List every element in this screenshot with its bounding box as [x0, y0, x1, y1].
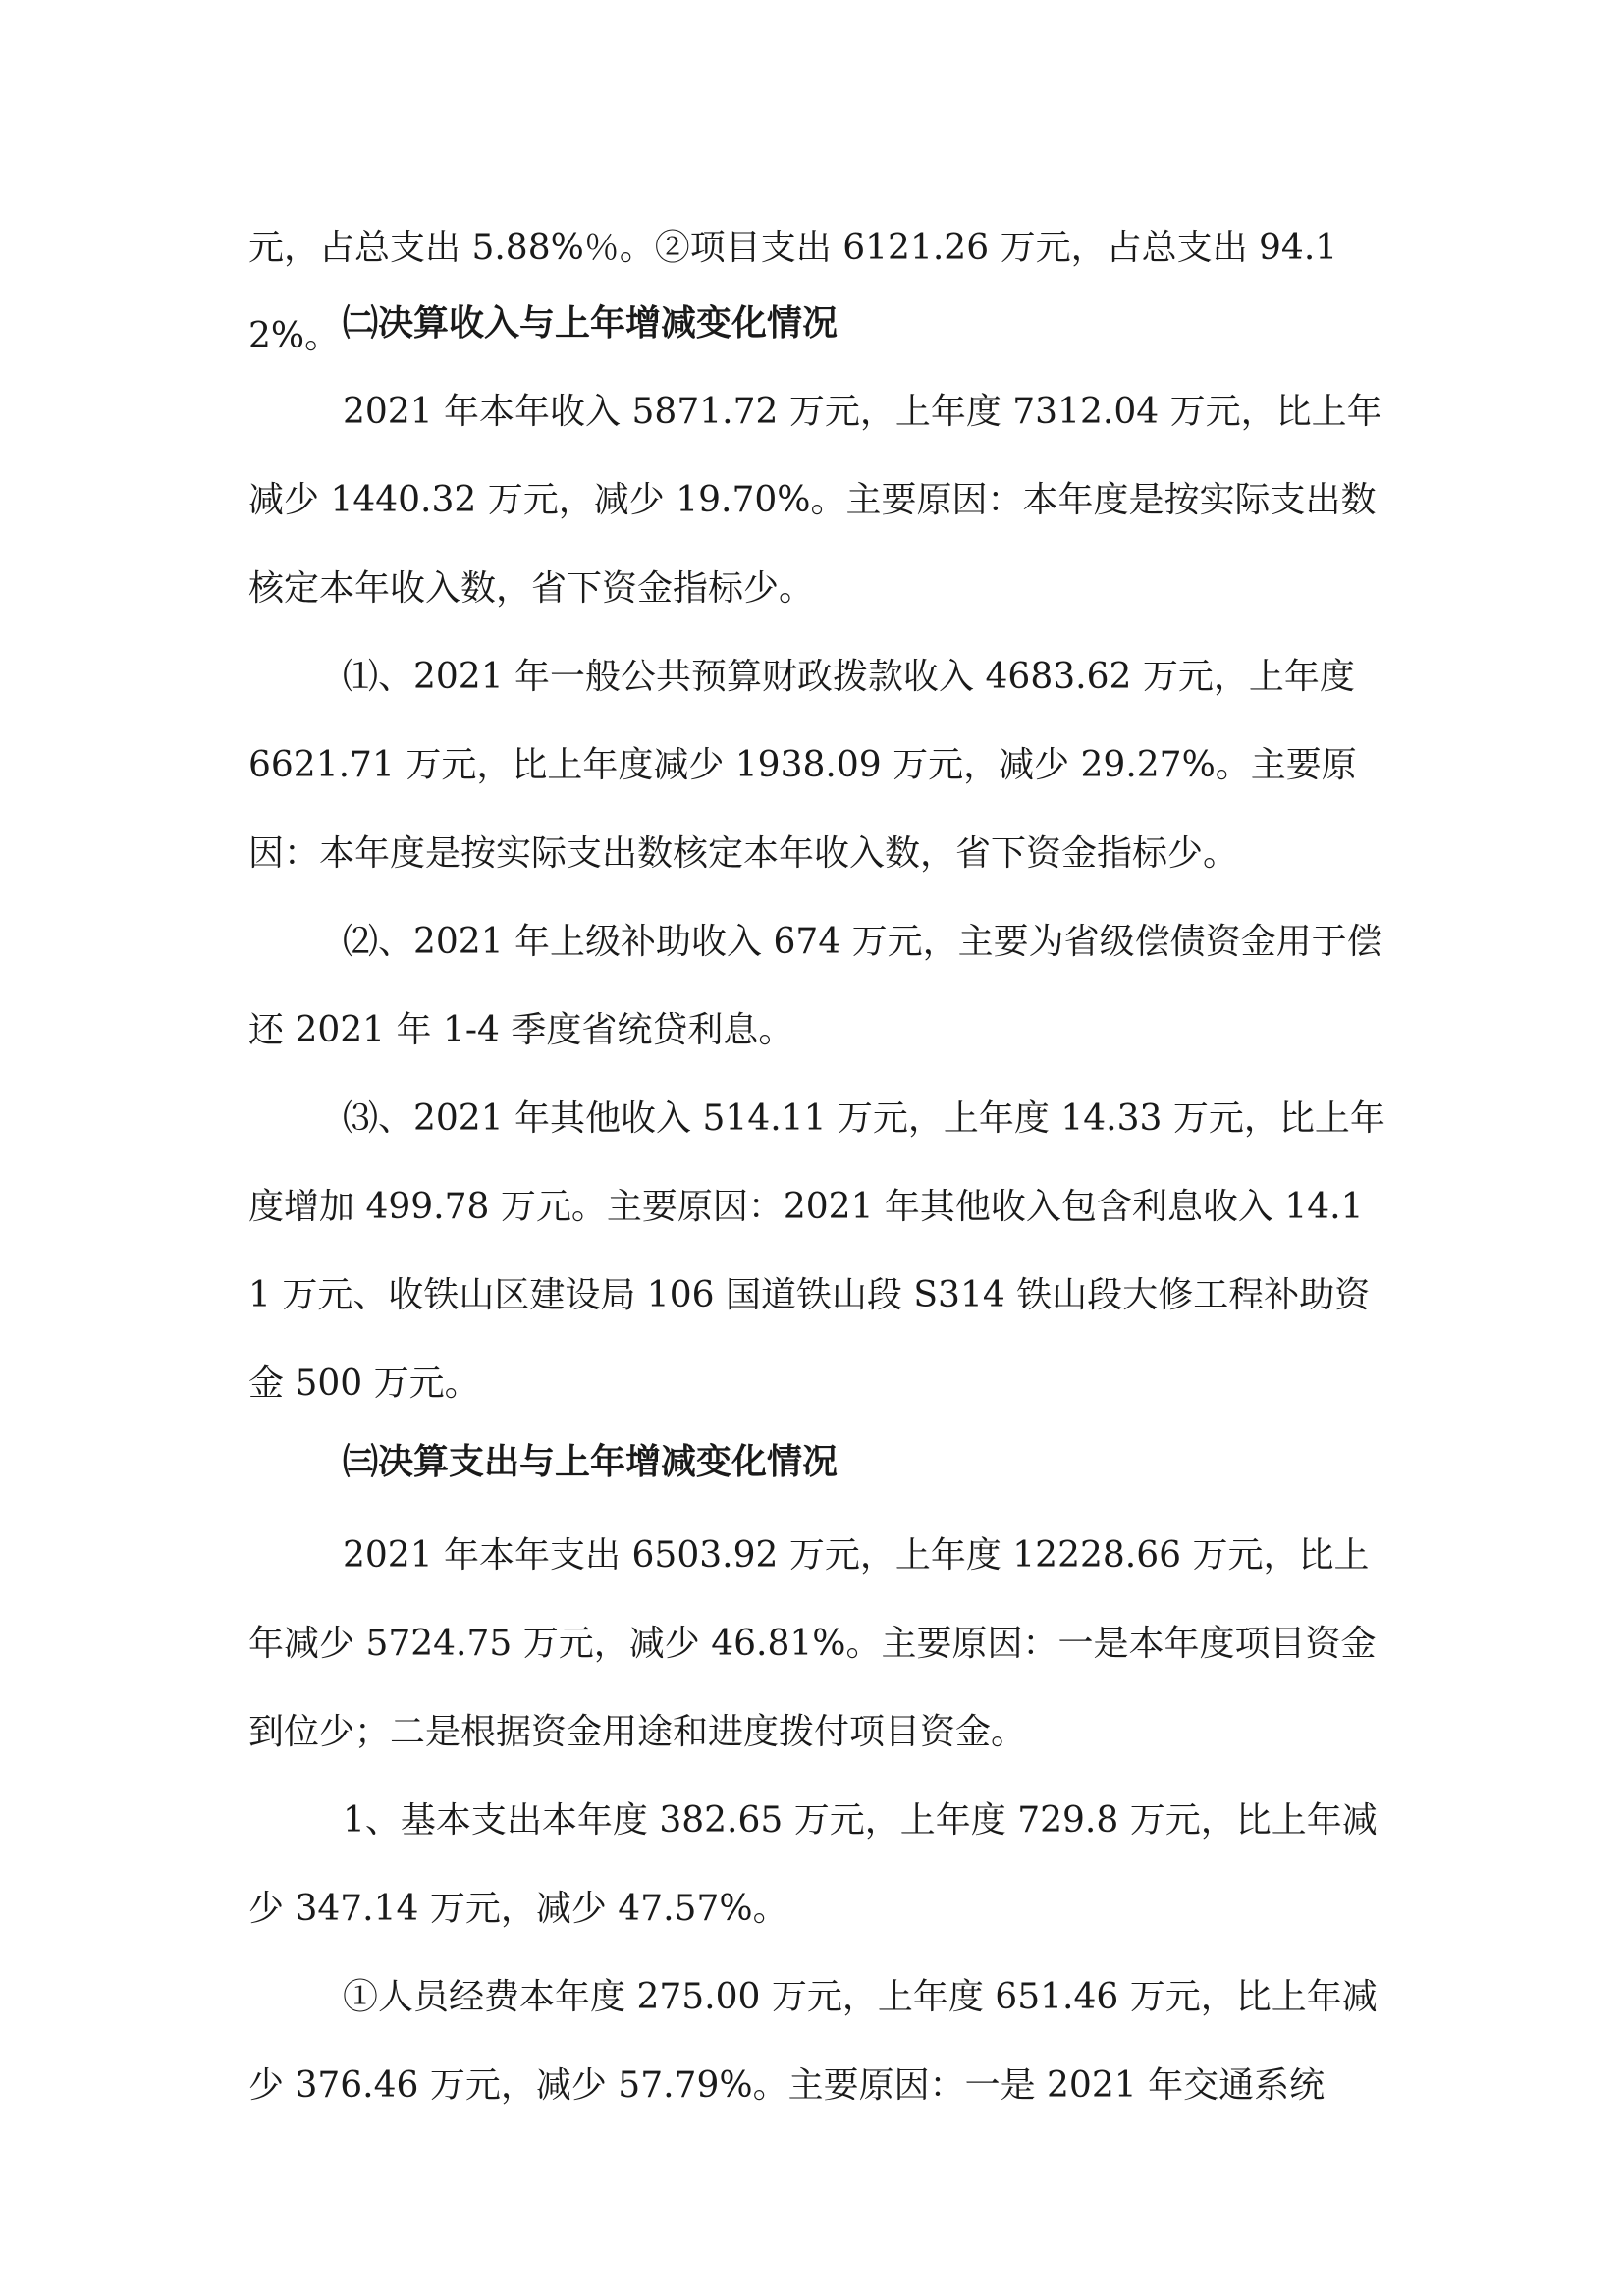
paragraph-expense-share-continuation: 元，占总支出 5.88%％。②项目支出 6121.26 万元，占总支出 94.12%。 — [248, 228, 1338, 356]
paragraph-expense-personnel: ①人员经费本年度 275.00 万元，上年度 651.46 万元，比上年减少 376.46 万元，减少 57.79%。主要原因：一是 2021 年交通系统 — [248, 1977, 1378, 2106]
heading-income-change: ㈡决算收入与上年增减变化情况 — [343, 303, 839, 344]
paragraph-income-total: 2021 年本年收入 5871.72 万元，上年度 7312.04 万元，比上年减少 1440.32 万元，减少 19.70%。主要原因：本年度是按实际支出数核定本年收入数，省下资金指标少。 — [248, 392, 1382, 609]
paragraph-income-general-budget: ⑴、2021 年一般公共预算财政拨款收入 4683.62 万元，上年度 6621.71 万元，比上年度减少 1938.09 万元，减少 29.27%。主要原因：本年度是按实际支出数核定本年收入数，省下资金指标少。 — [248, 657, 1357, 874]
paragraph-income-superior-subsidy: ⑵、2021 年上级补助收入 674 万元，主要为省级偿债资金用于偿还 2021 年 1-4 季度省统贷利息。 — [248, 922, 1382, 1050]
paragraph-expense-total: 2021 年本年支出 6503.92 万元，上年度 12228.66 万元，比上年减少 5724.75 万元，减少 46.81%。主要原因：一是本年度项目资金到位少；二是根据资金用途和进度拨付项目资金。 — [248, 1535, 1377, 1752]
paragraph-expense-basic: 1、基本支出本年度 382.65 万元，上年度 729.8 万元，比上年减少 347.14 万元，减少 47.57%。 — [248, 1800, 1378, 1929]
paragraph-income-other: ⑶、2021 年其他收入 514.11 万元，上年度 14.33 万元，比上年度增加 499.78 万元。主要原因：2021 年其他收入包含利息收入 14.11 万元、收铁山区建设局 106 国道铁山段 S314 铁山段大修工程补助资金 500 万元。 — [248, 1098, 1385, 1404]
heading-expense-change: ㈢决算支出与上年增减变化情况 — [343, 1442, 839, 1482]
